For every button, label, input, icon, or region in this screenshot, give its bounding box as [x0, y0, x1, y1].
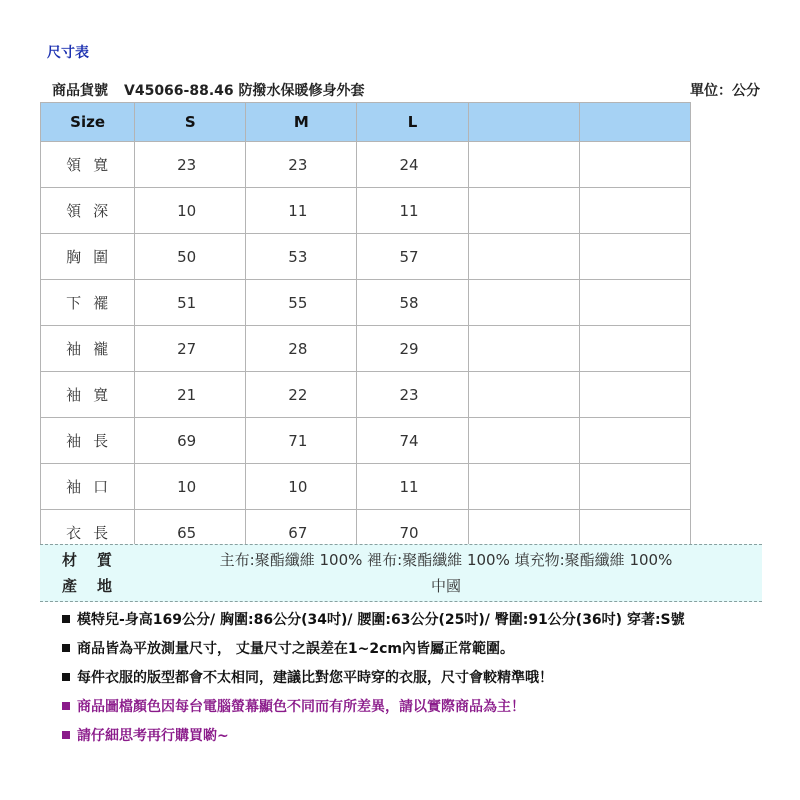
header-cell-m: M [246, 103, 357, 142]
header-cell-empty [468, 103, 579, 142]
note-text: 每件衣服的版型都會不太相同，建議比對您平時穿的衣服，尺寸會較精準哦！ [77, 670, 553, 686]
square-bullet-icon [62, 644, 70, 652]
measurement-label: 衣長 [41, 510, 135, 556]
measurement-value: 29 [357, 326, 468, 372]
measurement-value: 28 [246, 326, 357, 372]
note-text: 商品皆為平放測量尺寸， 丈量尺寸之誤差在1~2cm內皆屬正常範圍。 [77, 641, 514, 657]
measurement-label: 袖長 [41, 418, 135, 464]
measurement-value: 53 [246, 234, 357, 280]
material-origin-box [40, 544, 762, 602]
measurement-value: 21 [135, 372, 246, 418]
measurement-label: 下襬 [41, 280, 135, 326]
notes-list [62, 610, 782, 755]
table-row [41, 464, 691, 510]
measurement-value: 11 [357, 464, 468, 510]
empty-cell [579, 188, 690, 234]
empty-cell [579, 372, 690, 418]
measurement-value: 11 [246, 188, 357, 234]
measurement-value: 69 [135, 418, 246, 464]
table-row [41, 188, 691, 234]
table-row [41, 372, 691, 418]
empty-cell [468, 234, 579, 280]
header-cell-l: L [357, 103, 468, 142]
material-row [40, 548, 762, 574]
empty-cell [468, 188, 579, 234]
product-info [52, 80, 365, 100]
empty-cell [468, 280, 579, 326]
product-label: 商品貨號 [52, 83, 108, 99]
table-row [41, 280, 691, 326]
measurement-value: 24 [357, 142, 468, 188]
measurement-value: 11 [357, 188, 468, 234]
measurement-value: 10 [246, 464, 357, 510]
note-item [62, 726, 782, 755]
measurement-label: 袖口 [41, 464, 135, 510]
table-row [41, 234, 691, 280]
measurement-value: 23 [246, 142, 357, 188]
table-row [41, 326, 691, 372]
measurement-label: 領深 [41, 188, 135, 234]
empty-cell [468, 418, 579, 464]
measurement-value: 51 [135, 280, 246, 326]
measurement-value: 57 [357, 234, 468, 280]
empty-cell [579, 418, 690, 464]
origin-label: 產地 [62, 577, 133, 595]
measurement-value: 22 [246, 372, 357, 418]
origin-row [40, 574, 762, 600]
origin-value: 中國 [430, 577, 461, 595]
empty-cell [468, 142, 579, 188]
material-value: 主布:聚酯纖維 100% 裡布:聚酯纖維 100% 填充物:聚酯纖維 100% [219, 551, 673, 569]
product-code: V45066-88.46 防撥水保暖修身外套 [124, 83, 365, 99]
note-text: 模特兒-身高169公分/ 胸圍:86公分(34吋)/ 腰圍:63公分(25吋)/ 臀圍:91公分(36吋) 穿著:S號 [77, 612, 685, 628]
empty-cell [468, 372, 579, 418]
measurement-value: 71 [246, 418, 357, 464]
measurement-label: 胸圍 [41, 234, 135, 280]
square-bullet-icon [62, 615, 70, 623]
note-item [62, 639, 782, 668]
measurement-value: 74 [357, 418, 468, 464]
empty-cell [468, 464, 579, 510]
square-bullet-icon [62, 702, 70, 710]
empty-cell [579, 142, 690, 188]
measurement-value: 70 [357, 510, 468, 556]
table-row [41, 142, 691, 188]
unit-label: 單位：公分 [690, 83, 760, 99]
empty-cell [468, 326, 579, 372]
measurement-value: 23 [357, 372, 468, 418]
header-cell-empty [579, 103, 690, 142]
header-cell-size: Size [41, 103, 135, 142]
empty-cell [579, 234, 690, 280]
note-item [62, 610, 782, 639]
note-item [62, 668, 782, 697]
measurement-label: 袖寬 [41, 372, 135, 418]
square-bullet-icon [62, 673, 70, 681]
measurement-label: 領寬 [41, 142, 135, 188]
measurement-value: 27 [135, 326, 246, 372]
measurement-value: 58 [357, 280, 468, 326]
note-text: 請仔細思考再行購買喲~ [77, 728, 229, 744]
note-item [62, 697, 782, 726]
note-text: 商品圖檔顏色因每台電腦螢幕顯色不同而有所差異，請以實際商品為主！ [77, 699, 525, 715]
empty-cell [579, 326, 690, 372]
measurement-value: 23 [135, 142, 246, 188]
header-cell-s: S [135, 103, 246, 142]
measurement-label: 袖襱 [41, 326, 135, 372]
empty-cell [579, 464, 690, 510]
square-bullet-icon [62, 731, 70, 739]
table-row [41, 418, 691, 464]
size-header-row [41, 103, 691, 142]
measurement-value: 10 [135, 464, 246, 510]
material-label: 材質 [62, 551, 133, 569]
page-title: 尺寸表 [47, 45, 89, 61]
measurement-value: 55 [246, 280, 357, 326]
empty-cell [579, 280, 690, 326]
measurement-value: 65 [135, 510, 246, 556]
size-table [40, 102, 691, 556]
measurement-value: 67 [246, 510, 357, 556]
measurement-value: 50 [135, 234, 246, 280]
measurement-value: 10 [135, 188, 246, 234]
